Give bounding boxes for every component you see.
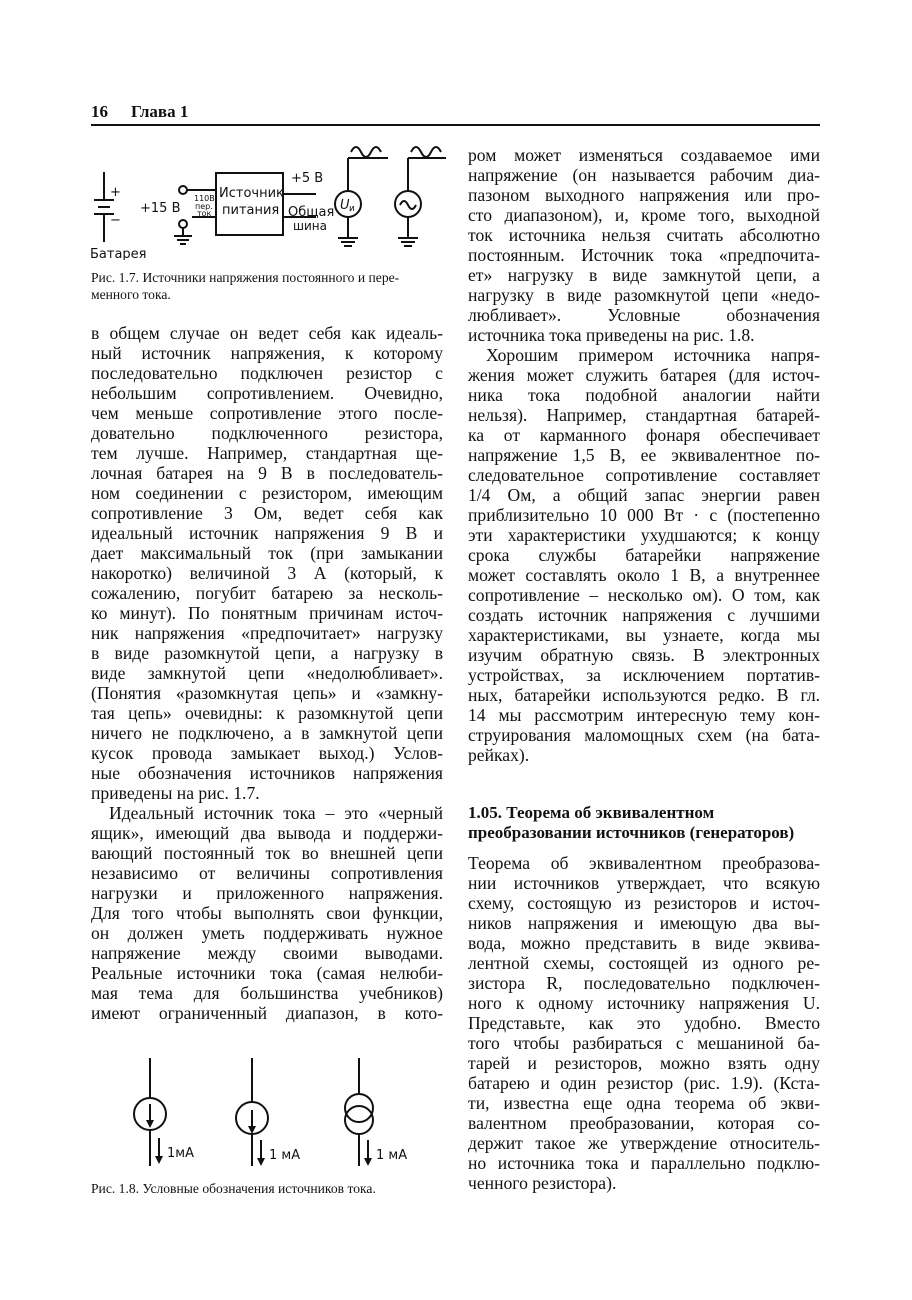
text-line: нельзя). Например, стандартная батарей-: [468, 405, 820, 425]
text-line: срока службы батарейки напряжение: [468, 545, 820, 565]
text-line: идеальный источник напряжения 9 В и: [91, 523, 443, 543]
text-line: ном соединении с резистором, имеющим: [91, 483, 443, 503]
text-line: ти, известна еще одна теорема об экви-: [468, 1093, 820, 1113]
text-line: дает максимальный ток (при замыкании: [91, 543, 443, 563]
text-line: эти характеристики ухудшаются; к концу: [468, 525, 820, 545]
caption-line: Рис. 1.7. Источники напряжения постоянного и пере-: [91, 270, 400, 285]
source-u-subscript: и: [349, 204, 355, 214]
section-heading: [468, 803, 828, 843]
figure-1-7: [88, 138, 458, 260]
text-line: небольшим сопротивлением. Очевидно,: [91, 383, 443, 403]
text-line: ченного резистора).: [468, 1173, 617, 1193]
text-line: напряжение (он называется рабочим диа-: [468, 165, 820, 185]
text-line: рейках).: [468, 745, 530, 765]
text-line: батарею и один резистор (рис. 1.9). (Кста-: [468, 1073, 820, 1093]
text-line: лочная батарея на 9 В в последователь-: [91, 463, 443, 483]
psu-label-line2: питания: [222, 203, 280, 218]
text-line: сопротивление – несколько ом). О том, как: [468, 585, 820, 605]
right-column-section: [468, 853, 820, 1193]
text-line: создать источник напряжения с лучшими: [468, 605, 820, 625]
text-line: чем меньше сопротивление этого после-: [91, 403, 443, 423]
text-line: нии источников утверждает, что всякую: [468, 873, 820, 893]
chapter-title: Глава 1: [131, 102, 189, 121]
battery-label: Батарея: [90, 247, 147, 260]
battery-plus-label: +: [110, 185, 121, 200]
text-line: нагрузку в виде разомкнутой цепи «недо-: [468, 285, 820, 305]
text-line: ка от карманного фонаря обеспечивает: [468, 425, 820, 445]
text-line: в виде разомкнутой цепи, а нагрузку в: [91, 643, 443, 663]
text-line: следовательное сопротивление составляет: [468, 465, 820, 485]
text-line: в общем случае он ведет себя как идеаль-: [91, 323, 443, 343]
text-line: сто диапазоном), и, кроме того, выходной: [468, 205, 820, 225]
text-line: ников напряжения и имеющую два вы-: [468, 913, 820, 933]
current-label-1: 1мА: [167, 1146, 194, 1161]
text-line: держит такое же утверждение относитель-: [468, 1133, 820, 1153]
voltage-sources-diagram: [88, 138, 458, 260]
paragraph: [91, 803, 443, 1023]
text-line: ника тока подобной аналогии найти: [468, 385, 820, 405]
figure-1-8: [130, 1058, 430, 1166]
ac-tok-label: ток: [197, 209, 212, 218]
paragraph: [91, 323, 443, 803]
caption-line: менного тока.: [91, 287, 171, 302]
text-line: вода, можно представить в виде эквива-: [468, 933, 820, 953]
figure-1-8-caption: Рис. 1.8. Условные обозначения источников тока.: [91, 1181, 376, 1196]
text-line: ет» нагрузку в виде замкнутой цепи, а: [468, 265, 820, 285]
text-line: напряжение между своими выводами.: [91, 943, 443, 963]
right-column: [468, 145, 820, 765]
text-line: ничего не подключено, а в замкнутой цепи: [91, 723, 443, 743]
text-line: независимо от величины сопротивления: [91, 863, 443, 883]
text-line: может составлять около 1 В, а внутреннее: [468, 565, 820, 585]
text-line: 1/4 Ом, а общий запас энергии равен: [468, 485, 820, 505]
text-line: кусок провода замыкает выход.) Услов-: [91, 743, 443, 763]
text-line: ные обозначения источников напряжения: [91, 763, 443, 783]
page-number: 16: [91, 102, 108, 121]
text-line: постоянным. Источник тока «предпочита-: [468, 245, 820, 265]
text-line: (Понятия «разомкнутая цепь» и «замкну-: [91, 683, 443, 703]
text-line: валентном преобразовании, которая со-: [468, 1113, 820, 1133]
running-header: [91, 102, 820, 126]
source-u-label: U: [340, 198, 350, 213]
text-line: имеют ограниченный диапазон, в кото-: [91, 1003, 443, 1023]
text-line: струирования маломощных схем (на бата-: [468, 725, 820, 745]
text-line: но источника тока и параллельно подклю-: [468, 1153, 820, 1173]
text-line: Идеальный источник тока – это «черный: [109, 803, 443, 823]
text-line: ник напряжения «предпочитает» нагрузку: [91, 623, 443, 643]
text-line: ток источника нельзя считать абсолютно: [468, 225, 820, 245]
text-line: лентной схемы, состоящей из одного ре-: [468, 953, 820, 973]
text-line: мая тема для большинства учебников): [91, 983, 443, 1003]
common-label-1: Общая: [288, 205, 335, 220]
text-line: пазоном выходного напряжения или про-: [468, 185, 820, 205]
text-line: вающий постоянный ток во внешней цепи: [91, 843, 443, 863]
text-line: накоротко) величиной 3 А (который, к: [91, 563, 443, 583]
ac-110v-label: 110В: [194, 194, 215, 203]
battery-minus-label: −: [110, 213, 121, 228]
out-5v-label: +5 В: [291, 171, 324, 186]
text-line: 14 мы рассмотрим интересную тему кон-: [468, 705, 820, 725]
heading-line: преобразовании источников (генераторов): [468, 823, 795, 842]
left-column: [91, 323, 443, 1023]
text-line: ный источник напряжения, к которому: [91, 343, 443, 363]
text-line: ко минут). По понятным причинам источ-: [91, 603, 443, 623]
heading-line: 1.05. Теорема об эквивалентном: [468, 803, 715, 822]
text-line: сожалению, погубит батарею за несколь-: [91, 583, 443, 603]
text-line: тая цепь» очевидны: к разомкнутой цепи: [91, 703, 443, 723]
current-label-3: 1 мА: [376, 1148, 408, 1163]
text-line: любливает». Условные обозначения: [468, 305, 820, 325]
common-label-2: шина: [293, 219, 327, 233]
text-line: приблизительно 10 000 Вт · с (постепенно: [468, 505, 820, 525]
paragraph: [468, 345, 820, 765]
text-line: сопротивление 3 Ом, ведет себя как: [91, 503, 443, 523]
text-line: Реальные источники тока (самая нелюби-: [91, 963, 443, 983]
text-line: изучим обратную связь. В электронных: [468, 645, 820, 665]
paragraph: [468, 145, 820, 345]
text-line: источника тока приведены на рис. 1.8.: [468, 325, 755, 345]
text-line: Хорошим примером источника напря-: [486, 345, 820, 365]
text-line: последовательно подключен резистор с: [91, 363, 443, 383]
text-line: того чтобы разбираться с мешаниной ба-: [468, 1033, 820, 1053]
plus15v-label: +15 В: [140, 201, 181, 216]
current-label-2: 1 мА: [269, 1148, 301, 1163]
ac-per-label: пер.: [195, 202, 213, 211]
text-line: жения может служить батарея (для источ-: [468, 365, 820, 385]
text-line: довательно подключенного резистора,: [91, 423, 443, 443]
text-line: Теорема об эквивалентном преобразова-: [468, 853, 820, 873]
text-line: напряжение 1,5 В, ее эквивалентное по-: [468, 445, 820, 465]
text-line: зистора R, последовательно подключен-: [468, 973, 820, 993]
text-line: виде замкнутой цепи «недолюбливает».: [91, 663, 443, 683]
current-sources-diagram: [130, 1058, 430, 1166]
text-line: нагрузки и приложенного напряжения.: [91, 883, 443, 903]
figure-1-7-caption: [91, 269, 451, 303]
text-line: приведены на рис. 1.7.: [91, 783, 260, 803]
text-line: ром может изменяться создаваемое ими: [468, 145, 820, 165]
text-line: тарей и резисторов, можно взять одну: [468, 1053, 820, 1073]
text-line: ных, батарейки используются редко. В гл.: [468, 685, 820, 705]
text-line: он должен уметь поддерживать нужное: [91, 923, 443, 943]
text-line: тем лучше. Например, стандартная ще-: [91, 443, 443, 463]
paragraph: [468, 853, 820, 1193]
text-line: Представьте, как это удобно. Вместо: [468, 1013, 820, 1033]
text-line: ного к одному источнику напряжения U.: [468, 993, 820, 1013]
text-line: характеристиками, вы узнаете, когда мы: [468, 625, 820, 645]
text-line: устройствах, за исключением портатив-: [468, 665, 820, 685]
text-line: схему, состоящую из резисторов и источ-: [468, 893, 820, 913]
text-line: Для того чтобы выполнять свои функции,: [91, 903, 443, 923]
text-line: ящик», имеющий два вывода и поддержи-: [91, 823, 443, 843]
psu-label-line1: Источник: [219, 186, 284, 201]
